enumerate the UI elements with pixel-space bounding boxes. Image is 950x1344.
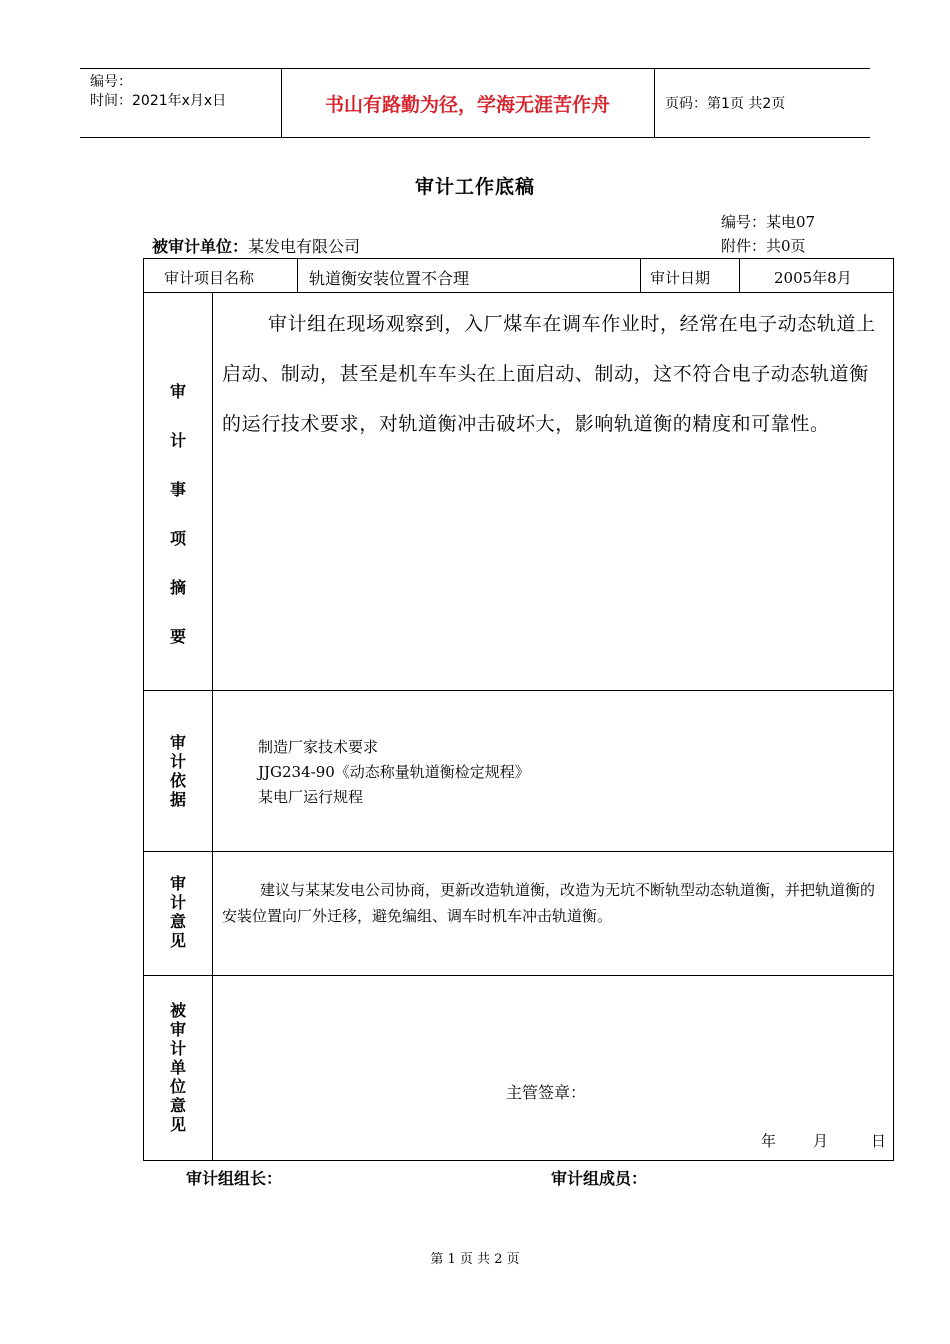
opinion-label: 审 计 意 见: [169, 874, 186, 950]
col-divider: [739, 259, 740, 292]
opinion-text: 建议与某某发电公司协商，更新改造轨道衡，改造为无坑不断轨型动态轨道衡，并把轨道衡的安装位置向厂外迁移，避免编组、调车时机车冲击轨道衡。: [222, 881, 876, 925]
audit-table: [143, 258, 894, 1161]
header-time-label: 时间：2021年x月x日: [90, 93, 227, 109]
item-name-value: 轨道衡安装位置不合理: [309, 269, 470, 288]
row-divider: [144, 975, 893, 976]
group-members-label: 审计组成员：: [551, 1169, 648, 1188]
audit-date-value: 2005年8月: [774, 269, 852, 287]
date-year-label: 年: [761, 1132, 777, 1150]
header-divider: [654, 69, 655, 137]
col-divider: [212, 292, 213, 1160]
audit-date-label: 审计日期: [650, 269, 711, 287]
header-motto: 书山有路勤为径，学海无涯苦作舟: [324, 93, 610, 116]
doc-number: 编号：某电07: [721, 213, 816, 231]
date-day-label: 日: [871, 1132, 887, 1150]
basis-item: 制造厂家技术要求: [258, 738, 379, 756]
header-page-info: 页码：第1页 共2页: [665, 96, 786, 112]
auditee-value: 某发电有限公司: [248, 237, 361, 256]
basis-label: 审 计 依 据: [169, 733, 186, 809]
basis-list: [258, 735, 530, 810]
group-leader-label: 审计组组长：: [186, 1169, 283, 1188]
header-number-label: 编号：: [90, 74, 132, 90]
date-month-label: 月: [813, 1132, 829, 1150]
auditee-opinion-label: 被 审 计 单 位 意 见: [169, 1001, 186, 1134]
auditee-line: [152, 234, 360, 257]
page-title: 审计工作底稿: [414, 176, 535, 198]
header-meta: [90, 73, 226, 111]
basis-item: 某电厂运行规程: [258, 788, 364, 806]
basis-item: JJG234-90《动态称量轨道衡检定规程》: [258, 763, 530, 781]
row-divider: [144, 690, 893, 691]
auditee-label: 被审计单位：: [152, 237, 249, 256]
row-divider: [144, 292, 893, 293]
summary-text: 审计组在现场观察到，入厂煤车在调车作业时，经常在电子动态轨道上启动、制动，甚至是机车车头在上面启动、制动，这不符合电子动态轨道衡的运行技术要求，对轨道衡冲击破坏大，影响轨道衡的精度和可靠性。: [222, 313, 876, 435]
col-divider: [297, 259, 298, 292]
page-header: [80, 68, 870, 138]
supervisor-signature-label: 主管签章：: [506, 1083, 587, 1102]
page-footer: 第 1 页 共 2 页: [430, 1252, 520, 1267]
col-divider: [640, 259, 641, 292]
row-divider: [144, 851, 893, 852]
item-name-label: 审计项目名称: [164, 269, 255, 287]
summary-label: 审 计 事 项 摘 要: [169, 382, 186, 646]
doc-attachment: 附件：共0页: [721, 237, 806, 255]
